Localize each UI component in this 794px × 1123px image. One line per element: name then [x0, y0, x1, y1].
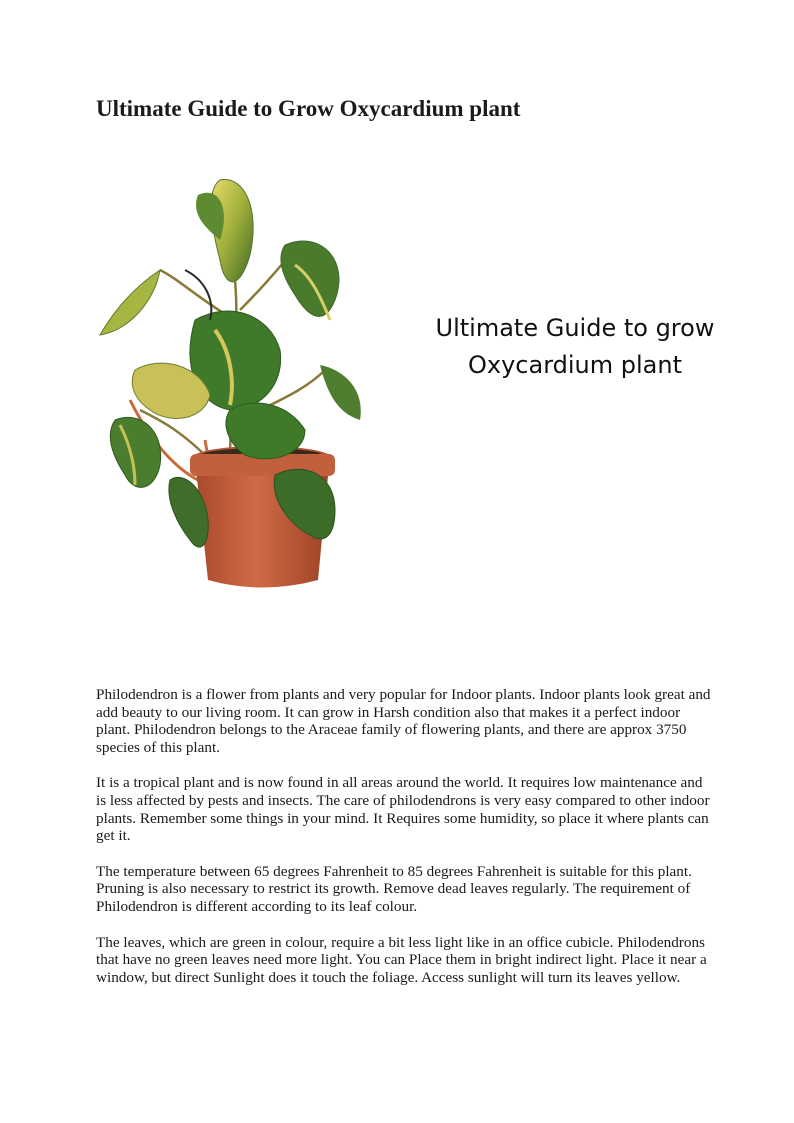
- hero-caption: Ultimate Guide to grow Oxycardium plant: [435, 314, 715, 379]
- paragraph: The leaves, which are green in colour, require a bit less light like in an office cubicle. Philodendrons that have no green leaves need more light. You can Place them in bright indirect light. Place it near a window, but direct Sunlight does it touch the foliage. Access sunlight will turn its leaves yellow.: [96, 933, 707, 986]
- paragraph: Philodendron is a flower from plants and very popular for Indoor plants. Indoor plants look great and add beauty to our living room. It can grow in Harsh condition also that makes it a perfect indoor plant. Philodendron belongs to the Araceae family of flowering plants, and there are approx 3750 species of this plant.: [96, 686, 711, 756]
- paragraph: The temperature between 65 degrees Fahrenheit to 85 degrees Fahrenheit is suitable for this plant. Pruning is also necessary to restrict its growth. Remove dead leaves regularly. The requirement of Philodendron is different according to its leaf colour.: [96, 862, 692, 915]
- hero-banner: [90, 170, 715, 610]
- article-body: [96, 686, 716, 1004]
- paragraph: It is a tropical plant and is now found in all areas around the world. It requires low maintenance and is less affected by pests and insects. The care of philodendrons is very easy compared to other indoor plants. Remember some things in your mind. It Requires some humidity, so place it where plants can get it.: [96, 774, 710, 845]
- plant-image: [90, 170, 380, 600]
- page-title: Ultimate Guide to Grow Oxycardium plant: [96, 96, 521, 121]
